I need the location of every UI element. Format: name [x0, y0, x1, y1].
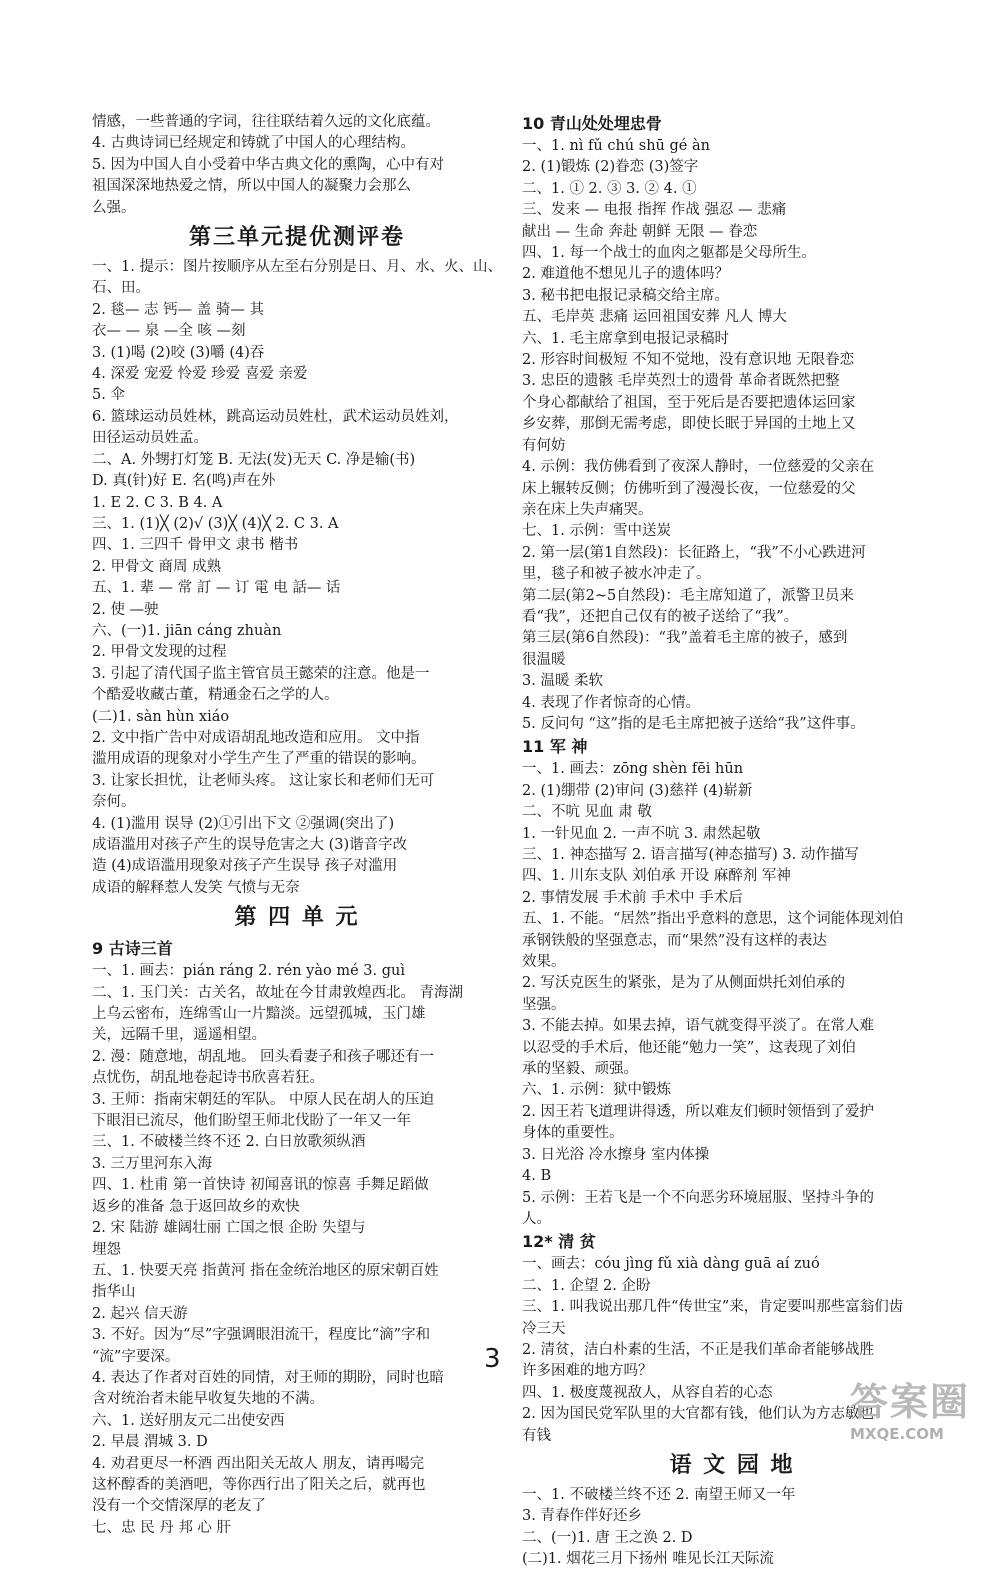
answer-line: 2. 使 —驶: [92, 601, 159, 618]
answer-line: 2. 起兴 信天游: [92, 1305, 188, 1322]
lesson-heading: 9 古诗三首: [92, 939, 173, 959]
answer-line: 三、发来 — 电报 指挥 作战 强忍 — 悲痛: [522, 202, 787, 219]
answer-line: 4. (1)滥用 误导 (2)①引出下文 ②强调(突出了): [92, 815, 395, 832]
answer-line: 个酷爱收藏古董，精通金石之学的人。: [92, 687, 339, 704]
answer-line: 2. 第一层(第1自然段)：长征路上，“我”不小心跌进河: [522, 544, 866, 561]
answer-line: 四、1. 每一个战士的血肉之躯都是父母所生。: [522, 245, 816, 262]
answer-line: 七、忠 民 丹 邦 心 肝: [92, 1519, 232, 1536]
answer-line: 三、1. (1)╳ (2)√ (3)╳ (4)╳ 2. C 3. A: [92, 515, 339, 532]
answer-line: 三、1. 神态描写 2. 语言描写(神态描写) 3. 动作描写: [522, 847, 859, 863]
answer-line: 身体的重要性。: [522, 1125, 624, 1142]
answer-line: 坚强。: [522, 996, 566, 1013]
answer-line: 4. B: [522, 1168, 552, 1185]
answer-line: 石、田。: [92, 280, 150, 297]
answer-line: 四、1. 川东支队 刘伯承 开设 麻醉剂 军神: [522, 868, 791, 885]
answer-line: 么强。: [92, 199, 136, 216]
answer-line: 承钢铁般的坚强意志，而“果然”没有这样的表达: [522, 932, 827, 949]
answer-line: 六、1. 送好朋友元二出使安西: [92, 1412, 285, 1429]
answer-line: 2. 甲骨文发现的过程: [92, 644, 227, 661]
answer-line: 2. 毯— 志 钙— 盖 骑— 其: [92, 301, 264, 318]
answer-line: 七、1. 示例：雪中送炭: [522, 523, 671, 540]
answer-line: 4. 表现了作者惊奇的心情。: [522, 694, 700, 711]
answer-line: 三、1. 不破楼兰终不还 2. 白日放歌须纵酒: [92, 1134, 366, 1151]
answer-line: 3. 日光浴 冷水擦身 室内体操: [522, 1146, 710, 1163]
answer-line: 以忍受的手术后，他还能“勉力一笑”，这表现了刘伯: [522, 1039, 856, 1056]
answer-line: 三、1. 叫我说出那几件“传世宝”来，肯定要叫那些富翁们齿: [522, 1299, 904, 1316]
lesson-heading: 10 青山处处埋忠骨: [522, 114, 662, 133]
answer-line: 2. 甲骨文 商周 成熟: [92, 558, 222, 575]
answer-line: 3. 不好。因为“尽”字强调眼泪流干，程度比“滴”字和: [92, 1327, 431, 1344]
answer-line: 6. 篮球运动员姓林，跳高运动员姓杜，武术运动员姓刘，: [92, 408, 459, 425]
answer-line: 五、1. 快要天亮 指黄河 指在金统治地区的原宋朝百姓: [92, 1262, 439, 1279]
answer-line: 一、画去：cóu jìng fǔ xià dàng guā aí zuó: [522, 1256, 820, 1273]
answer-line: 这杯醇香的美酒吧，等你西行出了阳关之后，就再也: [92, 1476, 426, 1493]
answer-line: 3. 引起了清代国子监主管官员王懿荣的注意。他是一: [92, 665, 430, 682]
answer-line: 很温暖: [522, 651, 566, 668]
answer-line: 5. 伞: [92, 387, 125, 404]
answer-line: 四、1. 杜甫 第一首快诗 初闻喜讯的惊喜 手舞足蹈做: [92, 1177, 429, 1194]
answer-line: 六、1. 毛主席拿到电报记录稿时: [522, 330, 729, 347]
answer-line: 上乌云密布，连绵雪山一片黯淡。远望孤城，玉门雄: [92, 1006, 426, 1023]
answer-line: 许多困难的地方吗？: [522, 1363, 653, 1380]
answer-line: 效果。: [522, 954, 566, 971]
answer-line: 5. 示例：王若飞是一个不向恶劣环境屈服、坚持斗争的: [522, 1189, 874, 1206]
answer-line: 一、1. 画去：zōng shèn fēi hūn: [522, 761, 744, 778]
answer-line: 2. 文中指广告中对成语胡乱地改造和应用。 文中指: [92, 729, 420, 746]
answer-line: 2. 漫：随意地，胡乱地。 回头看妻子和孩子哪还有一: [92, 1048, 435, 1065]
answer-line: 4. 劝君更尽一杯酒 西出阳关无故人 朋友，请再喝完: [92, 1455, 425, 1472]
answer-line: 2. 形容时间极短 不知不觉地，没有意识地 无限眷恋: [522, 352, 855, 369]
watermark-title: 答案圈: [850, 1380, 971, 1424]
section-title: 第三单元提优测评卷: [188, 225, 405, 251]
answer-line: 五、1. 不能。“居然”指出乎意料的意思，这个词能体现刘伯: [522, 911, 904, 928]
answer-line: 一、1. 提示：图片按顺序从左至右分别是日、月、水、火、山、: [92, 259, 502, 276]
answer-line: 个身心都献给了祖国，至于死后是否要把遗体运回家: [522, 394, 856, 411]
answer-line: 一、1. 不破楼兰终不还 2. 南望王师又一年: [522, 1486, 796, 1503]
answer-line: 田径运动员姓孟。: [92, 430, 208, 447]
answer-line: 4. 示例：我仿佛看到了夜深人静时，一位慈爱的父亲在: [522, 459, 874, 476]
answer-line: 2. 清贫，洁白朴素的生活，不正是我们革命者能够战胜: [522, 1341, 874, 1358]
answer-line: 关，远隔千里，遥遥相望。: [92, 1027, 266, 1044]
answer-line: 有何妨: [522, 437, 566, 454]
left-column: [92, 112, 502, 1539]
answer-line: 第三层(第6自然段)：“我”盖着毛主席的被子，感到: [522, 630, 848, 647]
answer-line: 五、1. 辈 — 常 訂 — 订 電 电 話— 话: [92, 580, 341, 597]
lesson-heading: 11 军 神: [522, 737, 588, 757]
answer-line: 二、1. ① 2. ③ 3. ② 4. ①: [522, 180, 697, 197]
answer-line: 1. E 2. C 3. B 4. A: [92, 494, 223, 511]
answer-line: 滥用成语的现象对小学生产生了严重的错误的影响。: [92, 751, 426, 768]
answer-line: 看“我”，还把自己仅有的被子送给了“我”。: [522, 608, 799, 625]
answer-line: 3. 不能去掉。如果去掉，语气就变得平淡了。在常人难: [522, 1018, 874, 1035]
answer-line: 一、1. 画去：pián ráng 2. rén yào mé 3. guì: [92, 963, 405, 980]
answer-line: 4. 深爱 宠爱 怜爱 珍爱 喜爱 亲爱: [92, 366, 308, 383]
answer-line: (二)1. 烟花三月下扬州 唯见长江天际流: [522, 1551, 774, 1568]
answer-line: 5. 因为中国人自小受着中华古典文化的熏陶，心中有对: [92, 156, 444, 173]
answer-line: 2. 因为国民党军队里的大官都有钱，他们认为方志敏也: [522, 1406, 874, 1423]
answer-line: 床上辗转反侧；仿佛听到了漫漫长夜，一位慈爱的父: [522, 480, 856, 497]
answer-line: 含对统治者未能早收复失地的不满。: [92, 1391, 324, 1408]
answer-line: 指华山: [92, 1284, 136, 1301]
answer-line: 六、(一)1. jiān cáng zhuàn: [92, 622, 282, 639]
answer-line: 没有一个交情深厚的老友了: [92, 1498, 266, 1515]
answer-line: 第二层(第2~5自然段)：毛主席知道了，派警卫员来: [522, 587, 854, 604]
section-title: 语 文 园 地: [669, 1452, 795, 1478]
answer-line: 3. 青春作伴好还乡: [522, 1508, 642, 1525]
answer-line: 2. (1)锻炼 (2)眷恋 (3)签字: [522, 159, 699, 176]
answer-line: 下眼泪已流尽，他们盼望王师北伐盼了一年又一年: [92, 1113, 411, 1130]
answer-line: 二、(一)1. 唐 王之涣 2. D: [522, 1529, 693, 1546]
answer-line: 二、1. 玉门关：古关名，故址在今甘肃敦煌西北。 青海湖: [92, 984, 464, 1001]
answer-line: 奈何。: [92, 794, 136, 811]
watermark-logo: [850, 1380, 990, 1452]
answer-line: 四、1. 三四千 骨甲文 隶书 楷书: [92, 537, 299, 554]
answer-line: 2. 事情发展 手术前 手术中 手术后: [522, 889, 743, 906]
lesson-heading: 12* 清 贫: [522, 1232, 596, 1252]
answer-line: 衣— — 泉 —全 咳 —刻: [92, 323, 246, 340]
answer-line: 二、不吭 见血 肃 敬: [522, 804, 652, 821]
answer-line: 承的坚毅、顽强。: [522, 1061, 638, 1078]
answer-line: 有钱: [522, 1427, 551, 1444]
answer-line: 返乡的准备 急于返回故乡的欢快: [92, 1198, 300, 1215]
answer-line: 4. 古典诗词已经规定和铸就了中国人的心理结构。: [92, 135, 415, 152]
answer-line: 3. 王师：指南宋朝廷的军队。 中原人民在胡人的压迫: [92, 1091, 435, 1108]
answer-line: 1. 一针见血 2. 一声不吭 3. 肃然起敬: [522, 825, 761, 842]
answer-line: 四、1. 极度蔑视敌人，从容自若的心态: [522, 1384, 773, 1401]
answer-line: 4. 表达了作者对百姓的同情，对王师的期盼，同时也暗: [92, 1369, 444, 1386]
answer-line: 冷三天: [522, 1320, 566, 1337]
answer-line: 2. 因王若飞道理讲得透，所以难友们顿时领悟到了爱护: [522, 1103, 874, 1120]
answer-line: 2. 难道他不想见儿子的遗体吗？: [522, 266, 729, 283]
answer-line: 一、1. nì fǔ chú shū gé àn: [522, 138, 710, 154]
answer-line: 成语的解释惹人发笑 气愤与无奈: [92, 879, 300, 896]
answer-line: 3. (1)喝 (2)咬 (3)嚼 (4)吞: [92, 344, 265, 361]
answer-line: 二、1. 企望 2. 企盼: [522, 1277, 651, 1294]
answer-line: 人。: [522, 1210, 551, 1227]
answer-line: 点忧伤，胡乱地卷起诗书欣喜若狂。: [92, 1070, 324, 1087]
answer-line: “流”字要深。: [92, 1348, 180, 1365]
answer-line: D. 真(针)好 E. 名(鸣)声在外: [92, 473, 276, 490]
answer-line: (二)1. sàn hùn xiáo: [92, 708, 230, 725]
watermark-url: MXQE.COM: [850, 1425, 944, 1443]
answer-line: 亲在床上失声痛哭。: [522, 501, 653, 518]
answer-line: 造 (4)成语滥用现象对孩子产生误导 孩子对滥用: [92, 858, 398, 875]
answer-line: 埋怨: [92, 1241, 121, 1258]
answer-line: 里，毯子和被子被水冲走了。: [522, 566, 711, 583]
answer-line: 五、毛岸英 悲痛 运回祖国安葬 凡人 博大: [522, 309, 787, 326]
right-column: [522, 112, 942, 1571]
answer-line: 3. 秘书把电报记录稿交给主席。: [522, 287, 729, 304]
answer-line: 献出 — 生命 奔赴 朝鲜 无限 — 眷恋: [522, 223, 758, 240]
answer-line: 成语滥用对孩子产生的误导危害之大 (3)谐音字改: [92, 837, 408, 853]
answer-line: 2. 写沃克医生的紧张，是为了从侧面烘托刘伯承的: [522, 975, 845, 992]
answer-line: 六、1. 示例：狱中锻炼: [522, 1082, 671, 1099]
page-number: 3: [484, 1344, 501, 1374]
answer-line: 2. 宋 陆游 雄阔壮丽 亡国之恨 企盼 失望与: [92, 1220, 366, 1237]
answer-line: 3. 温暖 柔软: [522, 673, 604, 690]
answer-line: 2. 早晨 渭城 3. D: [92, 1434, 208, 1451]
answer-line: 3. 忠臣的遗骸 毛岸英烈士的遗骨 革命者既然把整: [522, 373, 840, 390]
answer-line: 祖国深深地热爱之情，所以中国人的凝聚力会那么: [92, 178, 411, 195]
answer-line: 3. 让家长担忧，让老师头疼。 这让家长和老师们无可: [92, 772, 435, 789]
answer-line: 2. (1)绷带 (2)审问 (3)慈祥 (4)崭新: [522, 782, 753, 799]
answer-line: 3. 三万里河东入海: [92, 1155, 212, 1172]
answer-line: 二、A. 外甥打灯笼 B. 无法(发)无天 C. 净是输(书): [92, 451, 416, 468]
answer-line: 5. 反问句 “这”指的是毛主席把被子送给“我”这件事。: [522, 715, 865, 732]
answer-line: 情感，一些普通的字词，往往联结着久远的文化底蕴。: [92, 114, 440, 130]
answer-line: 乡安葬，那倒无需考虑，即使长眠于异国的土地上又: [522, 416, 856, 433]
section-title: 第 四 单 元: [234, 905, 360, 931]
